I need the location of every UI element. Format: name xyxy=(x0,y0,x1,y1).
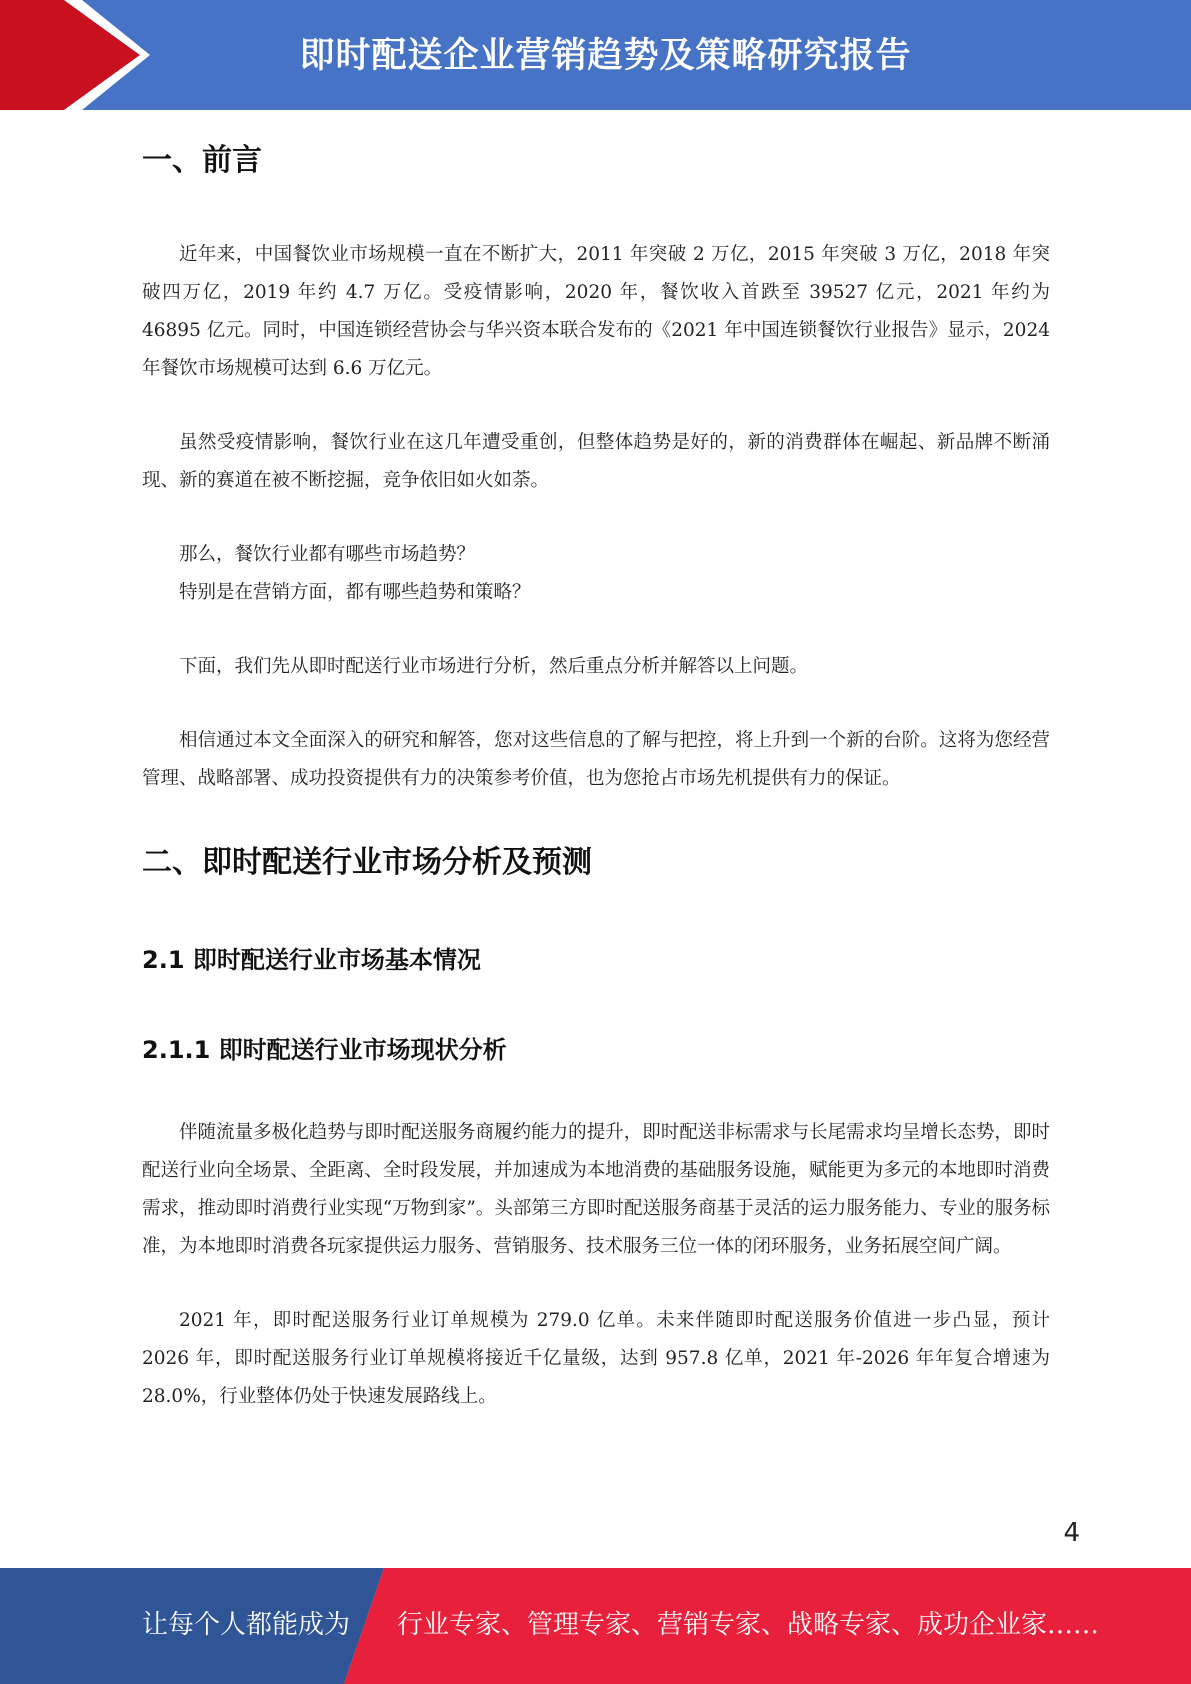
document-body xyxy=(142,130,1050,1416)
paragraph: 相信通过本文全面深入的研究和解答，您对这些信息的了解与把控，将上升到一个新的台阶。这将为您经营管理、战略部署、成功投资提供有力的决策参考价值，也为您抢占市场先机提供有力的保证。 xyxy=(142,730,1050,789)
footer-slogan-left: 让每个人都能成为 xyxy=(142,1610,351,1640)
subsection-heading-2-1-1: 2.1.1 即时配送行业市场现状分析 xyxy=(142,1036,507,1064)
report-title: 即时配送企业营销趋势及策略研究报告 xyxy=(299,36,912,76)
paragraph: 那么，餐饮行业都有哪些市场趋势？ xyxy=(179,544,476,565)
footer-slogan-right: 行业专家、管理专家、营销专家、战略专家、成功企业家…… xyxy=(397,1610,1100,1640)
page-header-banner xyxy=(0,0,1191,110)
paragraph: 伴随流量多极化趋势与即时配送服务商履约能力的提升，即时配送非标需求与长尾需求均呈增长态势，即时配送行业向全场景、全距离、全时段发展，并加速成为本地消费的基础服务设施，赋能更为多元的本地即时消费需求，推动即时消费行业实现“万物到家”。头部第三方即时配送服务商基于灵活的运力服务能力、专业的服务标准，为本地即时消费各玩家提供运力服务、营销服务、技术服务三位一体的闭环服务，业务拓展空间广阔。 xyxy=(142,1122,1050,1257)
paragraph: 下面，我们先从即时配送行业市场进行分析，然后重点分析并解答以上问题。 xyxy=(179,656,809,677)
paragraph: 虽然受疫情影响，餐饮行业在这几年遭受重创，但整体趋势是好的，新的消费群体在崛起、新品牌不断涌现、新的赛道在被不断挖掘，竞争依旧如火如荼。 xyxy=(142,432,1050,491)
subsection-heading-2-1: 2.1 即时配送行业市场基本情况 xyxy=(142,946,481,974)
page-footer-banner xyxy=(0,1568,1191,1684)
paragraph: 近年来，中国餐饮业市场规模一直在不断扩大，2011 年突破 2 万亿，2015 年突破 3 万亿，2018 年突破四万亿，2019 年约 4.7 万亿。受疫情影响，2020 年，餐饮收入首跌至 39527 亿元，2021 年约为 46895 亿元。同时，中国连锁经营协会与华兴资本联合发布的《2021 年中国连锁餐饮行业报告》显示，2024 年餐饮市场规模可达到 6.6 万亿元。 xyxy=(142,244,1050,379)
section-heading-market-analysis: 二、即时配送行业市场分析及预测 xyxy=(142,845,592,880)
section-heading-preface: 一、前言 xyxy=(142,143,262,178)
paragraph: 特别是在营销方面，都有哪些趋势和策略？ xyxy=(179,582,531,603)
page-number: 4 xyxy=(1063,1518,1080,1548)
paragraph: 2021 年，即时配送服务行业订单规模为 279.0 亿单。未来伴随即时配送服务价值进一步凸显，预计 2026 年，即时配送服务行业订单规模将接近千亿量级，达到 957.8 亿单，2021 年-2026 年年复合增速为 28.0%，行业整体仍处于快速发展路线上。 xyxy=(142,1310,1050,1407)
